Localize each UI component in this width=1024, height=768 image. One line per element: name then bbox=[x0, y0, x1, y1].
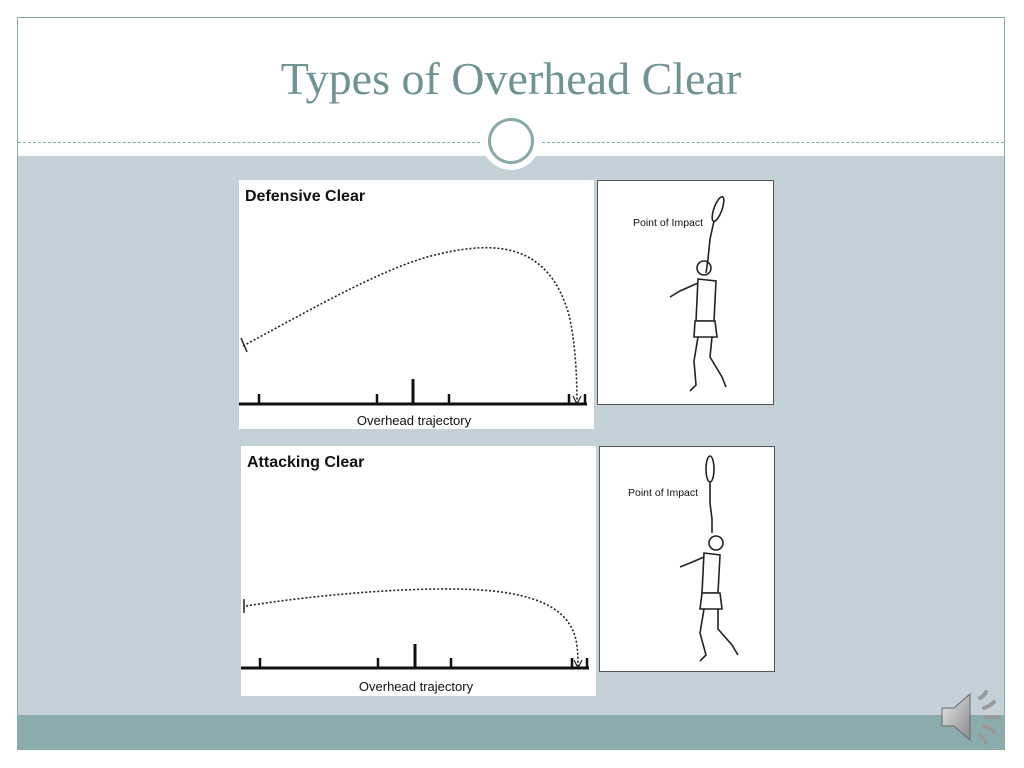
defensive-player-figure bbox=[598, 181, 775, 406]
player-head bbox=[709, 536, 723, 550]
attacking-clear-heading: Attacking Clear bbox=[247, 454, 365, 471]
ornament-ring bbox=[488, 118, 534, 164]
speaker-icon-graphic bbox=[938, 686, 1004, 748]
defensive-start-marker bbox=[241, 338, 247, 352]
player-torso bbox=[702, 553, 720, 593]
raised-arm bbox=[710, 503, 712, 533]
circle-ornament-icon bbox=[482, 112, 540, 170]
player-head bbox=[697, 261, 711, 275]
defensive-player-panel bbox=[597, 180, 774, 405]
defensive-trajectory-panel bbox=[239, 180, 594, 429]
front-arm bbox=[670, 283, 698, 297]
player-leg bbox=[690, 337, 698, 391]
player-leg bbox=[718, 609, 738, 655]
defensive-clear-heading: Defensive Clear bbox=[245, 188, 366, 205]
player-torso bbox=[696, 279, 716, 321]
footer-band bbox=[18, 715, 1004, 750]
attacking-flight-path bbox=[246, 589, 578, 666]
racket-head bbox=[710, 195, 726, 222]
slide-title: Types of Overhead Clear bbox=[280, 53, 742, 104]
racket-head bbox=[706, 456, 714, 482]
attacking-player-panel bbox=[599, 446, 775, 672]
player-leg bbox=[710, 337, 726, 387]
player-leg bbox=[700, 609, 706, 661]
attacking-trajectory-panel bbox=[241, 446, 596, 696]
defensive-impact-label: Point of Impact bbox=[633, 217, 704, 229]
attacking-trajectory-diagram bbox=[241, 446, 596, 696]
racket-shaft bbox=[710, 221, 714, 239]
speaker-icon[interactable] bbox=[938, 686, 1004, 748]
front-arm bbox=[680, 557, 704, 567]
raised-arm bbox=[706, 239, 710, 273]
player-shorts bbox=[700, 593, 722, 609]
player-shorts bbox=[694, 321, 717, 337]
defensive-axis-label: Overhead trajectory bbox=[356, 413, 472, 428]
defensive-flight-path bbox=[243, 248, 577, 402]
defensive-trajectory-diagram bbox=[239, 180, 594, 429]
attacking-impact-label: Point of Impact bbox=[628, 487, 699, 499]
attacking-axis-label: Overhead trajectory bbox=[358, 679, 474, 694]
attacking-player-figure bbox=[600, 447, 776, 673]
